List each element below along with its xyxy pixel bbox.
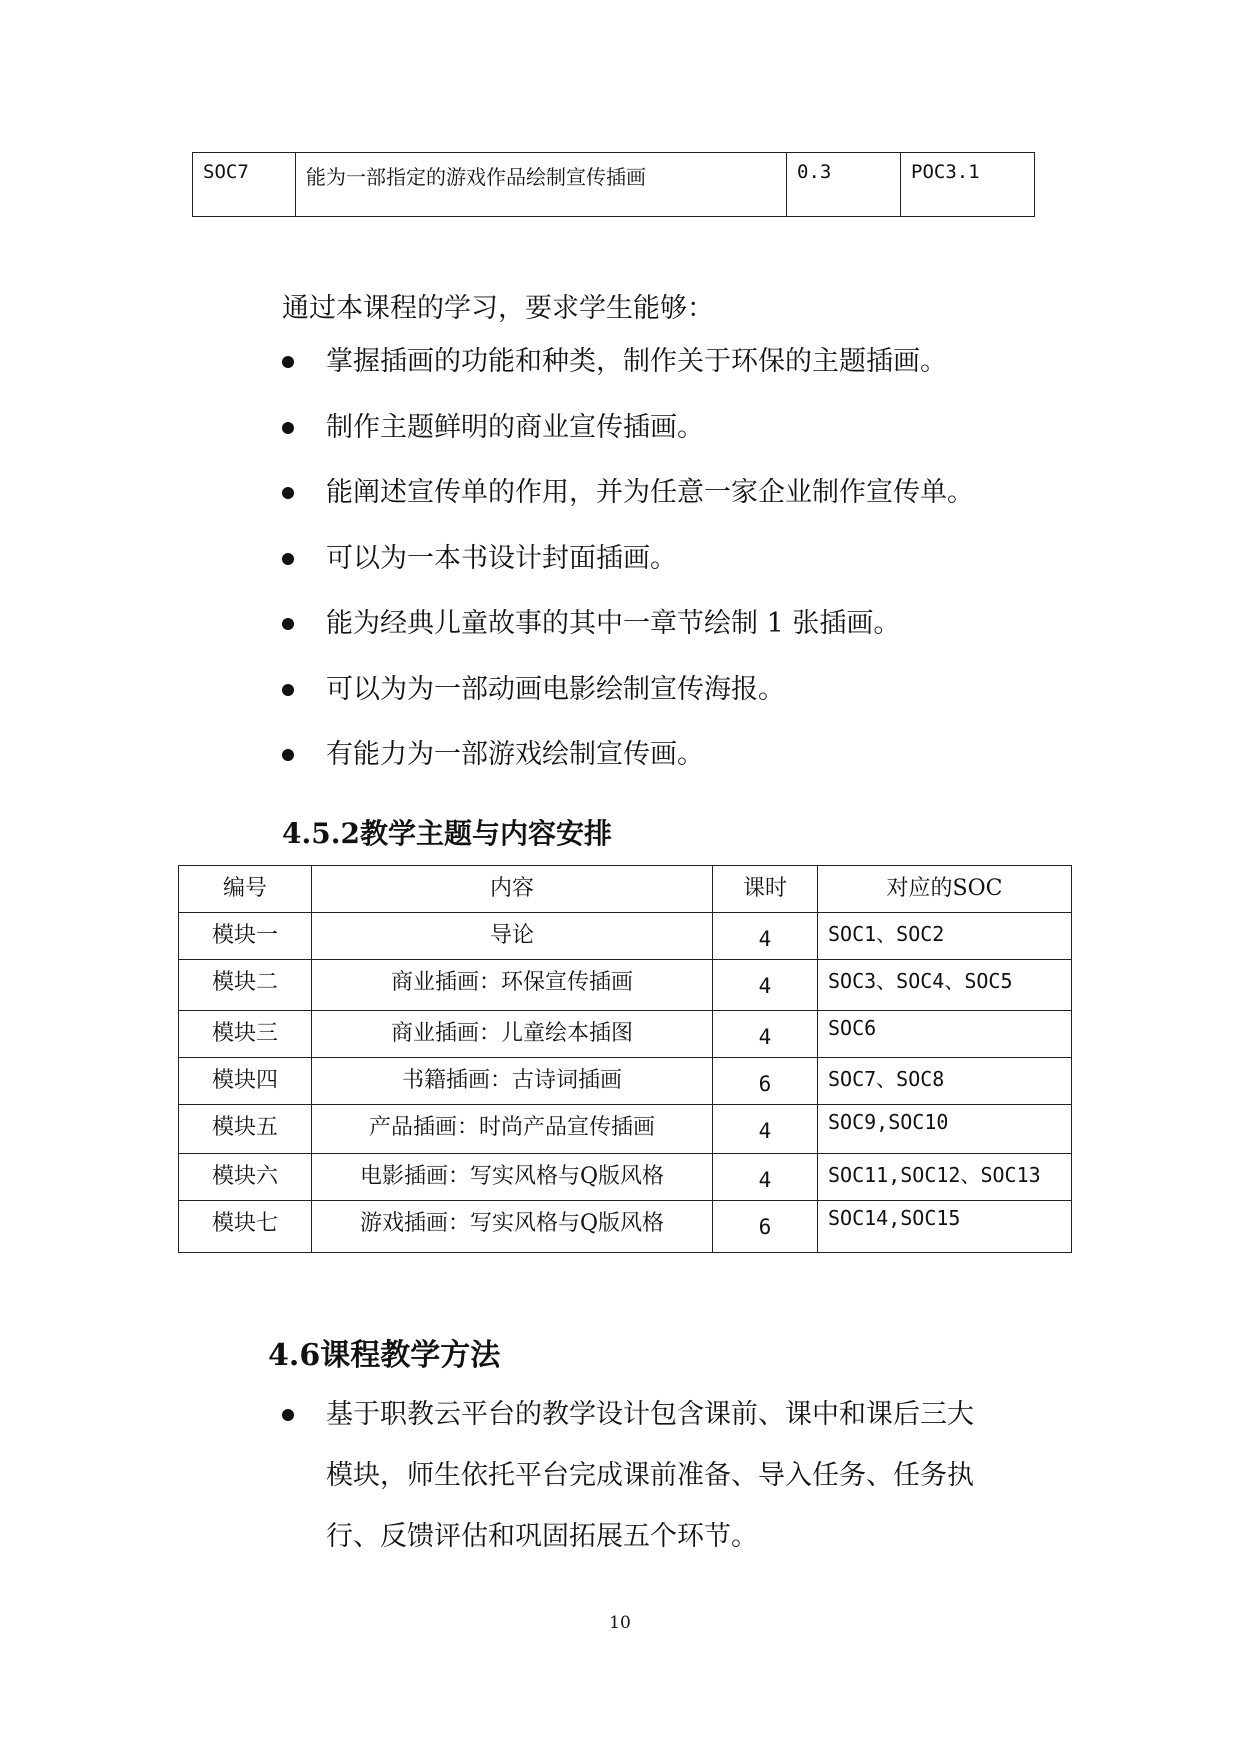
header-cell: 课时 (713, 866, 818, 913)
bullet-icon (282, 1409, 294, 1421)
soc-poc-cell: POC3.1 (901, 153, 1035, 217)
section-heading-4-6: 4.6课程教学方法 (268, 1338, 501, 1373)
table-row (179, 960, 1072, 1011)
module-soc-cell: SOC11,SOC12、SOC13 (818, 1154, 1072, 1201)
module-hours-cell: 4 (713, 1154, 818, 1201)
module-soc-cell: SOC1、SOC2 (818, 913, 1072, 960)
module-id-cell: 模块五 (179, 1105, 312, 1154)
module-id-cell: 模块六 (179, 1154, 312, 1201)
module-content-cell: 产品插画：时尚产品宣传插画 (312, 1105, 713, 1154)
module-content-cell: 导论 (312, 913, 713, 960)
module-hours-cell: 4 (713, 1011, 818, 1058)
list-item: 制作主题鲜明的商业宣传插画。 (282, 410, 974, 476)
soc-content-cell: 能为一部指定的游戏作品绘制宣传插画 (296, 153, 787, 217)
section-heading-4-5-2: 4.5.2教学主题与内容安排 (282, 817, 612, 850)
bullet-icon (282, 487, 294, 499)
module-content-cell: 电影插画：写实风格与Q版风格 (312, 1154, 713, 1201)
list-item: 可以为一本书设计封面插画。 (282, 541, 974, 607)
table-row (193, 153, 1035, 217)
module-soc-cell: SOC3、SOC4、SOC5 (818, 960, 1072, 1011)
bullet-icon (282, 356, 294, 368)
module-soc-cell: SOC6 (818, 1011, 1072, 1058)
paragraph-line: 模块，师生依托平台完成课前准备、导入任务、任务执 (326, 1460, 974, 1491)
bullet-icon (282, 422, 294, 434)
objectives-list (282, 344, 974, 803)
module-content-cell: 商业插画：儿童绘本插图 (312, 1011, 713, 1058)
bullet-icon (282, 684, 294, 696)
header-cell: 内容 (312, 866, 713, 913)
module-hours-cell: 4 (713, 913, 818, 960)
module-id-cell: 模块四 (179, 1058, 312, 1105)
table-header-row (179, 866, 1072, 913)
bullet-icon (282, 749, 294, 761)
module-schedule-table (178, 865, 1072, 1253)
paragraph-line: 基于职教云平台的教学设计包含课前、课中和课后三大 (326, 1399, 974, 1430)
module-soc-cell: SOC7、SOC8 (818, 1058, 1072, 1105)
module-hours-cell: 6 (713, 1058, 818, 1105)
module-content-cell: 商业插画：环保宣传插画 (312, 960, 713, 1011)
module-content-cell: 游戏插画：写实风格与Q版风格 (312, 1201, 713, 1253)
module-hours-cell: 4 (713, 1105, 818, 1154)
bullet-icon (282, 553, 294, 565)
module-hours-cell: 4 (713, 960, 818, 1011)
module-content-cell: 书籍插画：古诗词插画 (312, 1058, 713, 1105)
header-cell: 编号 (179, 866, 312, 913)
module-soc-cell: SOC9,SOC10 (818, 1105, 1072, 1154)
module-hours-cell: 6 (713, 1201, 818, 1253)
module-id-cell: 模块二 (179, 960, 312, 1011)
list-item: 能阐述宣传单的作用，并为任意一家企业制作宣传单。 (282, 475, 974, 541)
header-cell: 对应的SOC (818, 866, 1072, 913)
table-row (179, 1154, 1072, 1201)
list-item: 掌握插画的功能和种类，制作关于环保的主题插画。 (282, 344, 974, 410)
list-item: 有能力为一部游戏绘制宣传画。 (282, 737, 974, 803)
soc-code-cell: SOC7 (193, 153, 296, 217)
soc-continuation-table (192, 152, 1035, 217)
paragraph-line: 行、反馈评估和巩固拓展五个环节。 (326, 1521, 758, 1552)
list-item: 可以为为一部动画电影绘制宣传海报。 (282, 672, 974, 738)
bullet-icon (282, 618, 294, 630)
table-row (179, 1201, 1072, 1253)
objectives-intro: 通过本课程的学习，要求学生能够： (282, 293, 714, 324)
soc-weight-cell: 0.3 (787, 153, 901, 217)
module-soc-cell: SOC14,SOC15 (818, 1201, 1072, 1253)
list-item: 能为经典儿童故事的其中一章节绘制 1 张插画。 (282, 606, 974, 672)
module-id-cell: 模块一 (179, 913, 312, 960)
table-row (179, 1105, 1072, 1154)
table-row (179, 913, 1072, 960)
table-row (179, 1011, 1072, 1058)
module-id-cell: 模块七 (179, 1201, 312, 1253)
table-row (179, 1058, 1072, 1105)
page-number: 10 (609, 1613, 631, 1633)
module-id-cell: 模块三 (179, 1011, 312, 1058)
